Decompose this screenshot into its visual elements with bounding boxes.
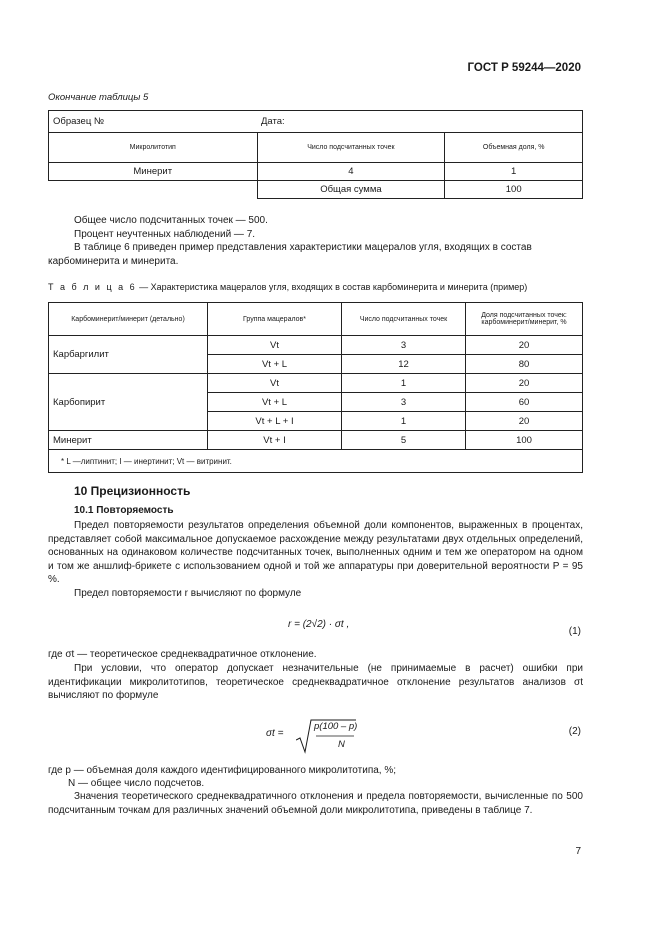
formula-intro: Предел повторяемости r вычисляют по формуле xyxy=(74,588,302,599)
table-cell: Vt + I xyxy=(208,431,342,450)
table-6 xyxy=(48,302,583,473)
formula-2-lhs: σt = xyxy=(266,728,284,739)
table-footnote: * L —липтинит; I — инертинит; Vt — витринит. xyxy=(49,450,583,473)
col-header: Доля подсчитанных точек: карбоминерит/минерит, % xyxy=(466,303,583,336)
col-header: Микролитотип xyxy=(49,133,258,163)
formula-2-numerator: p(100 – p) xyxy=(314,721,358,732)
where-p: где p — объемная доля каждого идентифицированного микролитотипа, %; xyxy=(48,765,397,776)
table-cell: 20 xyxy=(466,374,583,393)
table-cell: 4 xyxy=(257,163,445,181)
table-cell: 80 xyxy=(466,355,583,374)
empty-cell xyxy=(49,181,258,199)
table6-caption: Т а б л и ц а 6 — Характеристика мацералов угля, входящих в состав карбоминерита и минерита (пример) xyxy=(48,282,528,292)
total-label: Общая сумма xyxy=(257,181,445,199)
group-name: Карбаргилит xyxy=(49,336,208,374)
table-cell: Vt xyxy=(208,336,342,355)
table-cell: Vt + L + I xyxy=(208,412,342,431)
formula-2-number: (2) xyxy=(568,726,581,737)
table-cell: 1 xyxy=(342,374,466,393)
table-cell: 20 xyxy=(466,412,583,431)
document-id: ГОСТ Р 59244—2020 xyxy=(467,62,581,74)
col-header: Число подсчитанных точек xyxy=(342,303,466,336)
values-paragraph: Значения теоретического среднеквадратичного отклонения и предела повторяемости, вычисленные по 500 подсчитанным точкам для различных значений объемной доли микролитотипа, приведены в таблице 7. xyxy=(48,791,583,816)
table6-intro: В таблице 6 приведен пример представления характеристики мацералов угля, входящих в состав карбоминерита и минерита. xyxy=(48,242,532,267)
sigma-paragraph: При условии, что оператор допускает незначительные (не принимаемые в расчет) ошибки при идентификации микролитотипов, теоретическое среднеквадратичное отклонение результатов анализов σt вычисляют по формуле xyxy=(48,663,583,701)
col-header: Карбоминерит/минерит (детально) xyxy=(49,303,208,336)
table-cell: 3 xyxy=(342,393,466,412)
table-cell: 5 xyxy=(342,431,466,450)
repeatability-paragraph: Предел повторяемости результатов определения объемной доли компонентов, выраженных в процентах, представляет собой максимальное допускаемое расхождение между результатами двух отдельных определений, основанных на одинаковом количестве подсчитанных точек, выполненных одним и тем же оператором на одном и том же аншлиф-брикете с использованием одной и той же аппаратуры при доверительной вероятности P = 95 %. xyxy=(48,520,583,585)
table-cell: 60 xyxy=(466,393,583,412)
table-5 xyxy=(48,110,583,199)
formula-2-denominator: N xyxy=(338,739,345,750)
group-name: Карбопирит xyxy=(49,374,208,431)
col-header: Число подсчитанных точек xyxy=(257,133,445,163)
section-title: 10 Прецизионность xyxy=(74,484,191,498)
col-header: Объемная доля, % xyxy=(445,133,583,163)
table-cell: Vt xyxy=(208,374,342,393)
table-cell: Минерит xyxy=(49,163,258,181)
formula-1-number: (1) xyxy=(568,626,581,637)
table-cell: 20 xyxy=(466,336,583,355)
total-points-text: Общее число подсчитанных точек — 500. xyxy=(74,215,268,226)
date-label: Дата: xyxy=(257,111,583,133)
total-value: 100 xyxy=(445,181,583,199)
table5-caption: Окончание таблицы 5 xyxy=(48,92,149,103)
col-header: Группа мацералов* xyxy=(208,303,342,336)
page-number: 7 xyxy=(575,846,581,857)
where-n: N — общее число подсчетов. xyxy=(68,778,205,789)
table-cell: 1 xyxy=(445,163,583,181)
sample-label: Образец № xyxy=(49,111,258,133)
table-cell: 100 xyxy=(466,431,583,450)
group-name: Минерит xyxy=(49,431,208,450)
table-cell: 1 xyxy=(342,412,466,431)
where-sigma: где σt — теоретическое среднеквадратичное отклонение. xyxy=(48,649,317,660)
table-cell: Vt + L xyxy=(208,393,342,412)
table-cell: 12 xyxy=(342,355,466,374)
table-cell: Vt + L xyxy=(208,355,342,374)
formula-1: r = (2√2) · σt , xyxy=(288,619,350,630)
unaccounted-text: Процент неучтенных наблюдений — 7. xyxy=(74,229,256,240)
table-cell: 3 xyxy=(342,336,466,355)
subsection-title: 10.1 Повторяемость xyxy=(74,505,174,516)
formula-2 xyxy=(266,718,386,754)
